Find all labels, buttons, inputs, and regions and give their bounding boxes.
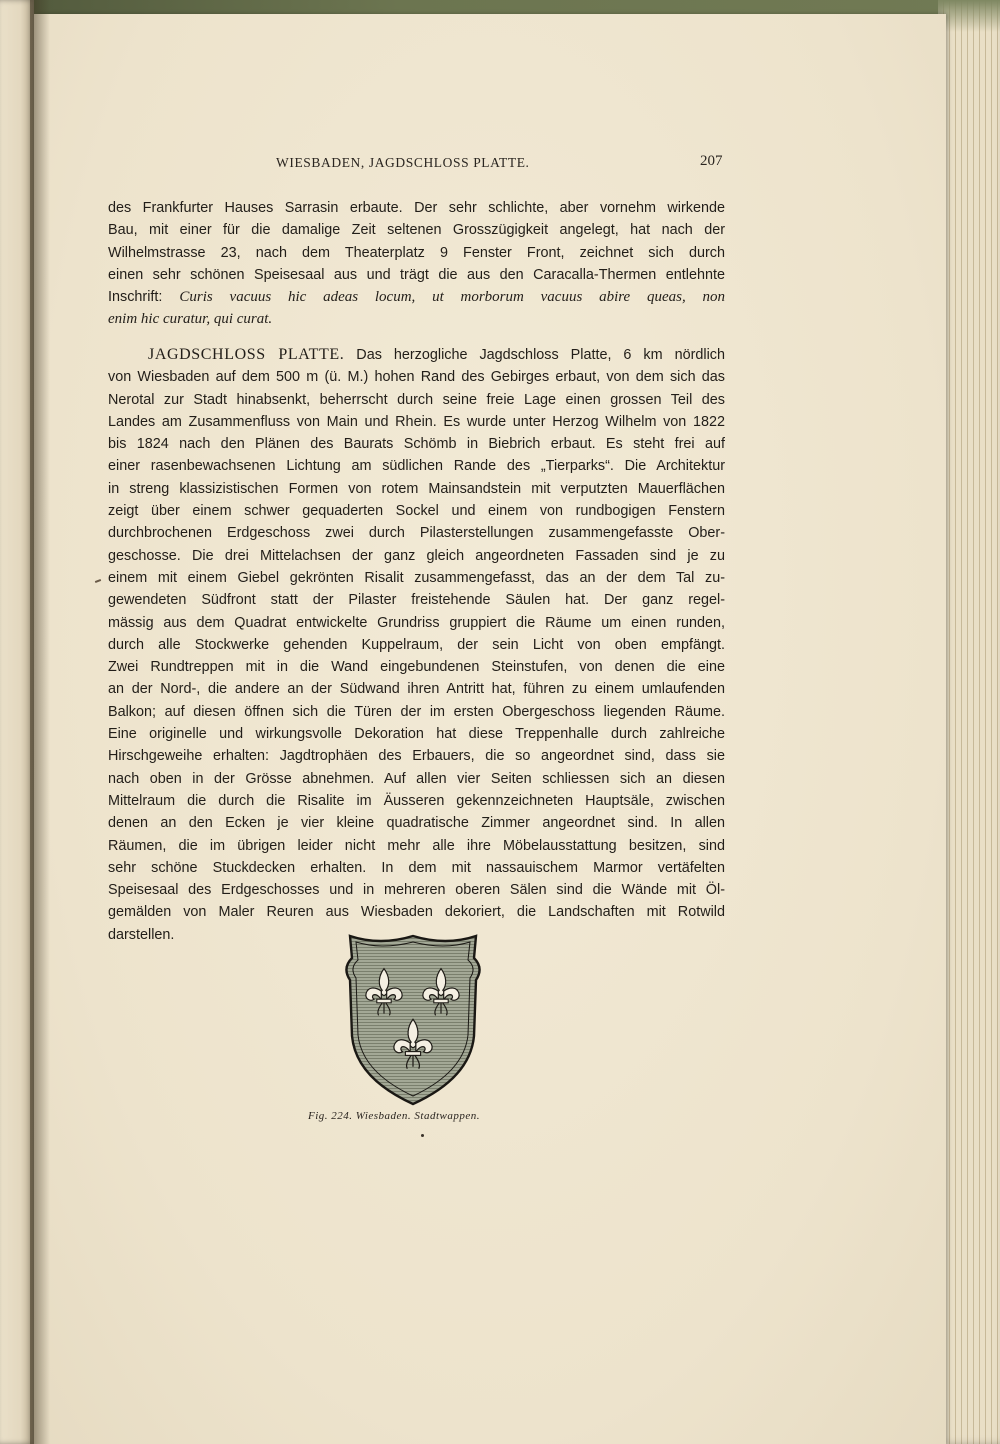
text-line: zeigt über einem schwer gequaderten Sockel und einem von rundbogigen Fenstern <box>108 503 725 520</box>
text-line: gemälden von Maler Reuren aus Wiesbaden dekoriert, die Landschaften mit Rotwild <box>108 904 725 921</box>
text-line: Zwei Rundtreppen mit in die Wand eingebundenen Steinstufen, von denen die eine <box>108 659 725 676</box>
text-line: von Wiesbaden auf dem 500 m (ü. M.) hohen Rand des Gebirges erbaut, von dem sich das <box>108 369 725 386</box>
left-page-edge <box>0 0 34 1444</box>
inscription-latin: enim hic curatur, qui curat. <box>108 311 273 328</box>
text-line: einem mit einem Giebel gekrönten Risalit zusammengefasst, das an der dem Tal zu- <box>108 569 725 586</box>
speck <box>421 1134 424 1137</box>
text-line: des Frankfurter Hauses Sarrasin erbaute. Der sehr schlichte, aber vornehm wirkende <box>108 200 725 216</box>
text-line <box>108 344 725 366</box>
coat-of-arms-icon <box>340 928 486 1108</box>
text-line: Hirschgeweihe erhalten: Jagdtrophäen des Erbauers, die so angeordnet sind, dass sie <box>108 748 725 765</box>
text-line: denen an den Ecken je vier kleine quadratische Zimmer angeordnet sind. In allen <box>108 815 725 832</box>
text-line: Landes am Zusammenfluss von Main und Rhein. Es wurde unter Herzog Wilhelm von 1822 <box>108 413 725 430</box>
text-line: einer rasenbewachsenen Lichtung am südlichen Rande des „Tierparks“. Die Architektur <box>108 458 725 475</box>
text-line: an der Nord-, die andere an der Südwand ihren Antritt hat, führen zu einem umlaufenden <box>108 681 725 698</box>
text-line: Nerotal zur Stadt hinabsenkt, beherrscht durch seine freie Lage einen grossen Teil des <box>108 391 725 408</box>
inscription-prefix: Inschrift: <box>108 289 180 306</box>
text-line: Bau, mit einer für die damalige Zeit seltenen Grosszügigkeit angelegt, hat nach der <box>108 222 725 239</box>
paragraph-1 <box>108 197 725 331</box>
text-line: Wilhelmstrasse 23, nach dem Theaterplatz 9 Fenster Front, zeichnet sich durch <box>108 244 725 261</box>
text-line: einen sehr schönen Speisesaal aus und trägt die aus den Caracalla-Thermen entlehnte <box>108 266 725 283</box>
text-line: nach oben in der Grösse abnehmen. Auf allen vier Seiten schliessen sich an diesen <box>108 770 725 787</box>
page-stack-shadow <box>938 0 1000 32</box>
page-stack-edge <box>938 0 1000 1444</box>
text-line: Balkon; auf diesen öffnen sich die Türen der im ersten Obergeschoss liegenden Räume. <box>108 703 725 720</box>
gutter-shadow <box>30 0 50 1444</box>
text-line: in streng klassizistischen Formen von rotem Mainsandstein mit verputzten Mauerflächen <box>108 480 725 497</box>
figure-caption: Fig. 224. Wiesbaden. Stadtwappen. <box>308 1110 481 1122</box>
text-line <box>108 308 725 330</box>
paragraph-2 <box>108 344 725 946</box>
text-line: sehr schöne Stuckdecken erhalten. In dem mit nassauischem Marmor vertäfelten <box>108 859 725 876</box>
text-line: durch alle Stockwerke gehenden Kuppelraum, der sein Licht von oben empfängt. <box>108 636 725 653</box>
text-line: mässig aus dem Quadrat entwickelte Grundriss gruppiert die Räume um einen runden, <box>108 614 725 631</box>
text-line: darstellen. <box>108 926 175 943</box>
text-line: geschosse. Die drei Mittelachsen der ganz gleich angeordneten Fassaden sind je zu <box>108 547 725 564</box>
inscription-latin: Curis vacuus hic adeas locum, ut morborum vacuus abire queas, non <box>179 289 725 306</box>
page-number: 207 <box>700 153 723 169</box>
text-line-rest: Das herzogliche Jagdschloss Platte, 6 km nördlich <box>344 347 725 363</box>
text-line: durchbrochenen Erdgeschoss zwei durch Pilasterstellungen zusammengefasste Ober- <box>108 525 725 542</box>
text-line: Speisesaal des Erdgeschosses und in mehreren oberen Sälen sind die Wände mit Öl- <box>108 882 725 899</box>
text-line: Eine originelle und wirkungsvolle Dekoration hat diese Treppenhalle durch zahlreiche <box>108 726 725 743</box>
text-line: Räumen, die im übrigen leider nicht mehr alle ihre Möbelausstattung besitzen, sind <box>108 837 725 854</box>
text-line: gewendeten Südfront statt der Pilaster freistehende Säulen hat. Der ganz regel- <box>108 592 725 609</box>
section-heading: JAGDSCHLOSS PLATTE. <box>148 346 345 363</box>
running-head: WIESBADEN, JAGDSCHLOSS PLATTE. <box>276 155 530 170</box>
text-line <box>108 286 725 308</box>
text-line: Mittelraum die durch die Risalite im Äusseren gekennzeichneten Hauptsäle, zwischen <box>108 792 725 809</box>
text-line: bis 1824 nach den Plänen des Baurats Schömb in Biebrich erbaut. Es steht frei auf <box>108 436 725 453</box>
